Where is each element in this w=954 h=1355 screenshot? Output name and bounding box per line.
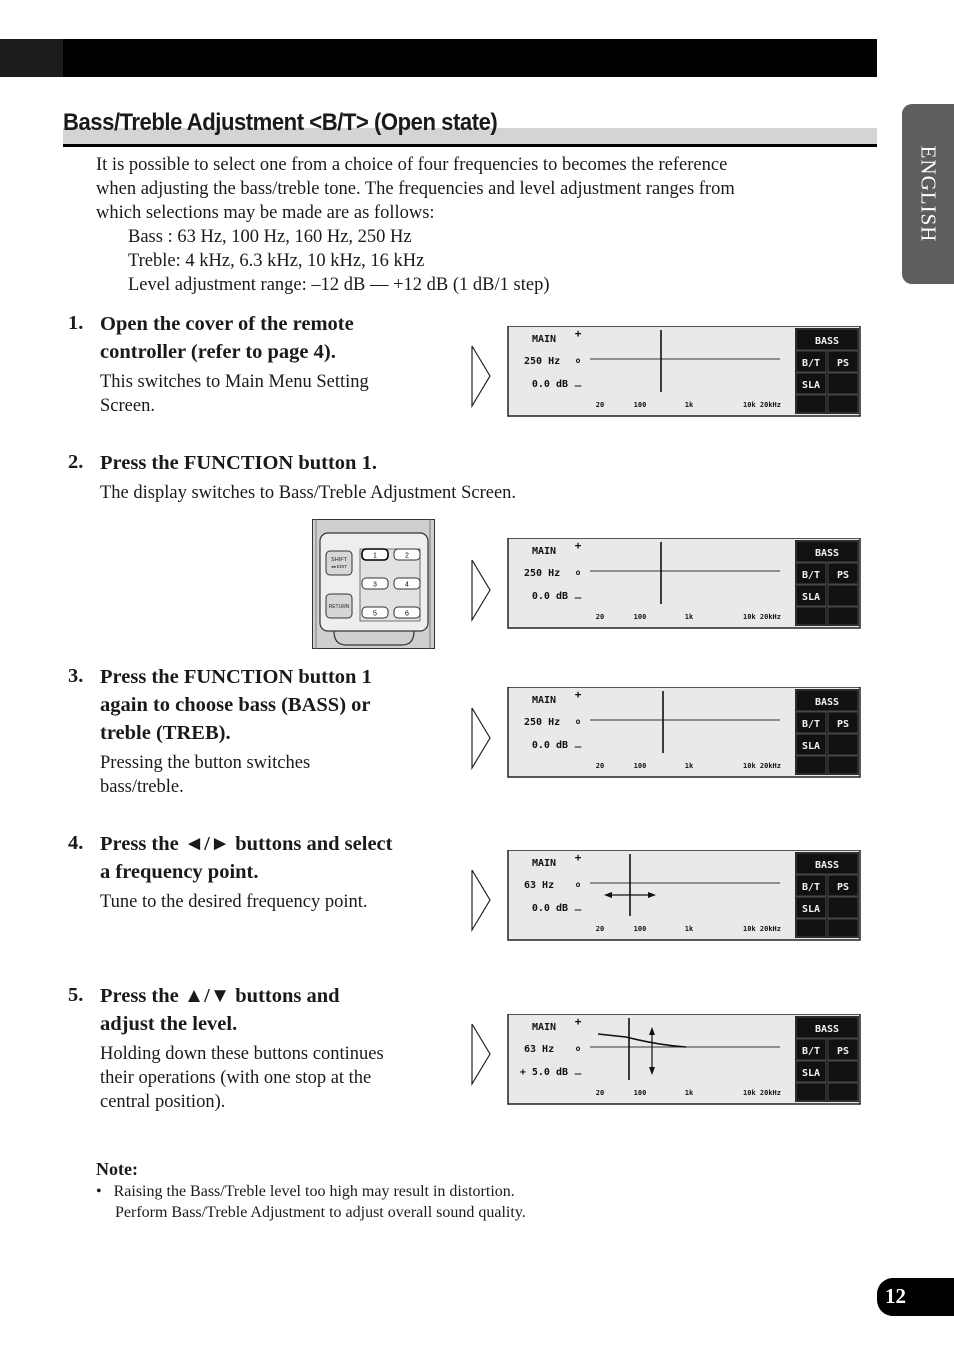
plus-marker: + [574, 327, 582, 340]
step-4 [100, 830, 450, 914]
menu-bass-label: BASS [814, 860, 840, 871]
x-axis-tick: 10k 20kHz [743, 762, 781, 770]
button-label: 1 [373, 552, 377, 560]
minus-marker: _ [574, 898, 582, 911]
menu-sla-label: SLA [801, 1068, 821, 1079]
intro-line: It is possible to select one from a choice of four frequencies to becomes the reference [96, 155, 728, 175]
menu-sla-label: SLA [801, 380, 821, 391]
menu-ps-label: PS [836, 719, 850, 730]
x-axis-tick: 20 [595, 401, 605, 409]
menu-empty [828, 897, 858, 918]
x-axis-tick: 100 [633, 401, 647, 409]
menu-ps-label: PS [836, 882, 850, 893]
menu-empty [796, 395, 826, 413]
minus-marker: _ [574, 374, 582, 387]
intro-paragraph [96, 153, 836, 297]
zero-marker: o [575, 880, 581, 889]
mode-label: MAIN [532, 695, 557, 706]
x-axis-tick: 1k [684, 1089, 694, 1097]
step-number: 2. [68, 451, 84, 473]
pointer-arrow-icon [472, 708, 490, 768]
x-axis-tick: 1k [684, 401, 694, 409]
x-axis-tick: 20 [595, 613, 605, 621]
button-label: 4 [405, 581, 409, 589]
menu-empty [796, 607, 826, 625]
step-heading: Press the ▲/▼ buttons and [100, 985, 340, 1007]
button-label: 5 [373, 610, 377, 618]
step-number: 3. [68, 665, 84, 687]
step-number: 4. [68, 832, 84, 854]
plus-marker: + [574, 688, 582, 701]
frequency-readout: 250 Hz [524, 717, 561, 728]
step-heading: Press the FUNCTION button 1. [100, 452, 377, 474]
return-label: RETURN [328, 604, 350, 610]
pointer-arrow-icon [472, 870, 490, 930]
mode-label: MAIN [532, 334, 557, 345]
step-heading: adjust the level. [100, 1013, 238, 1035]
bullet: • [96, 1183, 102, 1200]
remote-control-illustration [312, 519, 435, 649]
menu-bass-label: BASS [814, 548, 840, 559]
zero-marker: o [575, 568, 581, 577]
note-line: Raising the Bass/Treble level too high may result in distortion. [113, 1183, 515, 1200]
intro-line: when adjusting the bass/treble tone. The frequencies and level adjustment ranges from [96, 179, 735, 199]
language-tab [902, 104, 954, 284]
menu-bt-label: B/T [801, 719, 821, 730]
level-readout: + 5.0 dB [519, 1067, 568, 1078]
menu-empty [828, 395, 858, 413]
x-axis-tick: 20 [595, 1089, 605, 1097]
x-axis-tick: 10k 20kHz [743, 925, 781, 933]
zero-marker: o [575, 356, 581, 365]
menu-empty [828, 919, 858, 937]
step-heading: treble (TREB). [100, 722, 231, 744]
menu-bass-label: BASS [814, 336, 840, 347]
title-rule [63, 144, 877, 147]
step-body: Pressing the button switches [100, 753, 311, 773]
mode-label: MAIN [532, 546, 557, 557]
x-axis-tick: 1k [684, 762, 694, 770]
x-axis-tick: 10k 20kHz [743, 613, 781, 621]
menu-bt-label: B/T [801, 358, 821, 369]
header-bar [0, 39, 877, 77]
menu-sla-label: SLA [801, 904, 821, 915]
menu-bass-label: BASS [814, 1024, 840, 1035]
button-label: 2 [405, 552, 409, 560]
frequency-readout: 250 Hz [524, 568, 561, 579]
step-heading: again to choose bass (BASS) or [100, 694, 371, 716]
menu-ps-label: PS [836, 1046, 850, 1057]
step-2 [100, 449, 660, 505]
plus-marker: + [574, 1015, 582, 1028]
shift-label: SHIFT [331, 557, 347, 563]
menu-ps-label: PS [836, 358, 850, 369]
step-body: Holding down these buttons continues [100, 1044, 384, 1064]
minus-marker: _ [574, 586, 582, 599]
x-axis-tick: 100 [633, 925, 647, 933]
menu-bass-label: BASS [814, 697, 840, 708]
step-body: their operations (with one stop at the [100, 1068, 372, 1088]
lcd-display-4 [470, 850, 862, 944]
menu-empty [828, 607, 858, 625]
language-tab-label: ENGLISH [916, 145, 941, 243]
step-body: Screen. [100, 396, 155, 416]
frequency-readout: 250 Hz [524, 356, 561, 367]
plus-marker: + [574, 851, 582, 864]
menu-sla-label: SLA [801, 741, 821, 752]
step-body: central position). [100, 1092, 226, 1112]
pointer-arrow-icon [472, 346, 490, 406]
zero-marker: o [575, 1044, 581, 1053]
level-range: Level adjustment range: –12 dB — +12 dB (1 dB/1 step) [128, 275, 550, 295]
step-body: bass/treble. [100, 777, 184, 797]
menu-empty [796, 756, 826, 774]
menu-ps-label: PS [836, 570, 850, 581]
step-number: 1. [68, 312, 84, 334]
step-heading: controller (refer to page 4). [100, 341, 336, 363]
edit-label: ◂◂ EDIT [330, 564, 348, 569]
shift-edit-button [326, 551, 352, 575]
mode-label: MAIN [532, 1022, 557, 1033]
level-readout: 0.0 dB [531, 903, 568, 914]
note-line: Perform Bass/Treble Adjustment to adjust overall sound quality. [115, 1204, 526, 1221]
frequency-readout: 63 Hz [524, 1044, 555, 1055]
zero-marker: o [575, 717, 581, 726]
header-bar-accent [0, 39, 63, 77]
step-body: Tune to the desired frequency point. [100, 892, 368, 912]
menu-bt-label: B/T [801, 570, 821, 581]
level-readout: 0.0 dB [531, 591, 568, 602]
bass-frequencies: Bass : 63 Hz, 100 Hz, 160 Hz, 250 Hz [128, 227, 412, 247]
note-heading: Note: [96, 1159, 138, 1179]
step-heading: Press the FUNCTION button 1 [100, 666, 372, 688]
minus-marker: _ [574, 735, 582, 748]
minus-marker: _ [574, 1062, 582, 1075]
lcd-display-5 [470, 1014, 862, 1108]
step-body: The display switches to Bass/Treble Adjustment Screen. [100, 483, 517, 503]
step-3 [100, 663, 440, 799]
menu-bt-label: B/T [801, 882, 821, 893]
menu-sla-label: SLA [801, 592, 821, 603]
pointer-arrow-icon [472, 560, 490, 620]
menu-empty [828, 756, 858, 774]
menu-empty [828, 734, 858, 755]
level-readout: 0.0 dB [531, 379, 568, 390]
lcd-display-3 [470, 687, 862, 781]
x-axis-tick: 20 [595, 925, 605, 933]
menu-empty [796, 1083, 826, 1101]
menu-empty [828, 373, 858, 394]
x-axis-tick: 1k [684, 613, 694, 621]
x-axis-tick: 100 [633, 1089, 647, 1097]
step-heading: Press the ◄/► buttons and select [100, 833, 393, 855]
mode-label: MAIN [532, 858, 557, 869]
note-body [96, 1181, 526, 1223]
menu-empty [796, 919, 826, 937]
pointer-arrow-icon [472, 1024, 490, 1084]
button-label: 3 [373, 581, 377, 589]
frequency-readout: 63 Hz [524, 880, 555, 891]
page-title: Bass/Treble Adjustment <B/T> (Open state) [63, 109, 498, 136]
page-number-badge [877, 1278, 954, 1316]
step-number: 5. [68, 984, 84, 1006]
x-axis-tick: 20 [595, 762, 605, 770]
x-axis-tick: 100 [633, 762, 647, 770]
lcd-display-2 [470, 538, 862, 632]
x-axis-tick: 100 [633, 613, 647, 621]
intro-line: which selections may be made are as follows: [96, 203, 435, 223]
x-axis-tick: 1k [684, 925, 694, 933]
menu-empty [828, 1083, 858, 1101]
button-label: 6 [405, 610, 409, 618]
level-readout: 0.0 dB [531, 740, 568, 751]
treble-frequencies: Treble: 4 kHz, 6.3 kHz, 10 kHz, 16 kHz [128, 251, 425, 271]
step-body: This switches to Main Menu Setting [100, 372, 369, 392]
lcd-display-1 [470, 326, 862, 420]
x-axis-tick: 10k 20kHz [743, 1089, 781, 1097]
step-1 [100, 310, 440, 418]
step-heading: Open the cover of the remote [100, 313, 354, 335]
menu-bt-label: B/T [801, 1046, 821, 1057]
plus-marker: + [574, 539, 582, 552]
menu-empty [828, 585, 858, 606]
step-5 [100, 982, 440, 1114]
x-axis-tick: 10k 20kHz [743, 401, 781, 409]
menu-empty [828, 1061, 858, 1082]
step-heading: a frequency point. [100, 861, 259, 883]
page-number: 12 [885, 1284, 906, 1308]
